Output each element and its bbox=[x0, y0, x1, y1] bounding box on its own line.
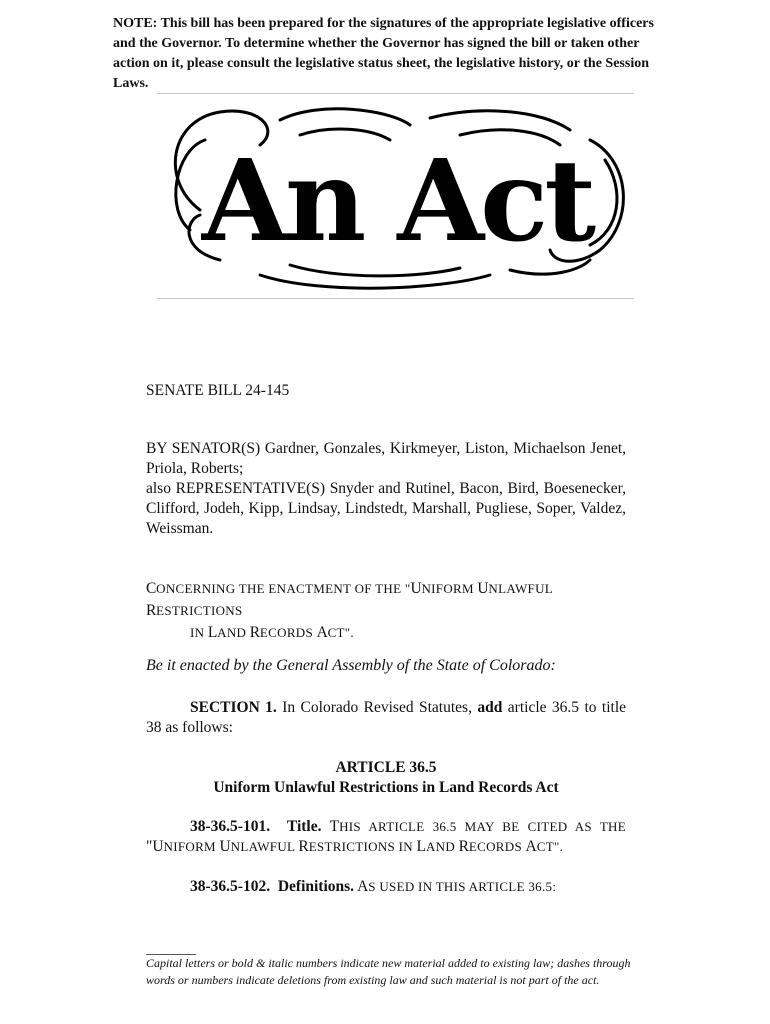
top-divider bbox=[157, 93, 634, 94]
section-102-heading: Definitions. bbox=[277, 878, 355, 895]
signature-note: NOTE: This bill has been prepared for the signatures of the appropriate legislative officers and the Governor. To determine whether the Governor has signed the bill or taken other action on it, please consult the legislative status sheet, the legislative history, or the Session Laws. bbox=[113, 16, 654, 91]
sc-text: CT". bbox=[327, 625, 354, 640]
an-act-flourish-graphic bbox=[160, 100, 635, 296]
concerning-clause bbox=[146, 578, 628, 644]
article-title: Uniform Unlawful Restrictions in Land Records Act bbox=[213, 779, 559, 796]
sc-text: AND bbox=[217, 625, 250, 640]
concerning-line-1 bbox=[146, 578, 628, 622]
sc-cap: C bbox=[146, 580, 157, 597]
sc-text: ESTRICTIONS bbox=[156, 603, 243, 618]
section-101-heading: Title. bbox=[286, 818, 322, 835]
section-1 bbox=[146, 698, 626, 738]
sc-text: ECORDS bbox=[468, 839, 526, 854]
sc-text: NLAWFUL bbox=[488, 581, 553, 596]
sc-cap: U bbox=[152, 838, 164, 855]
section-102-number: 38-36.5-102. bbox=[190, 878, 271, 895]
sc-text: S USED IN THIS ARTICLE 36.5: bbox=[368, 879, 557, 894]
section-38-36-5-101 bbox=[146, 817, 626, 857]
enacting-clause: Be it enacted by the General Assembly of the State of Colorado: bbox=[146, 657, 556, 674]
sc-text: HIS ARTICLE 36.5 MAY BE CITED AS THE bbox=[339, 819, 626, 834]
sc-cap: A bbox=[316, 624, 328, 641]
sc-cap: U bbox=[410, 580, 422, 597]
section-1-label: SECTION 1. bbox=[190, 699, 277, 716]
concerning-line-2 bbox=[146, 622, 628, 644]
section-1-add: add bbox=[477, 699, 503, 716]
sc-cap: R bbox=[458, 838, 469, 855]
sc-cap: R bbox=[249, 624, 260, 641]
sponsor-block bbox=[146, 439, 626, 539]
sc-text: ONCERNING THE ENACTMENT OF THE " bbox=[156, 581, 411, 596]
sc-text: NLAWFUL bbox=[230, 839, 299, 854]
an-act-title: An Act bbox=[201, 136, 593, 267]
sc-cap: U bbox=[219, 838, 231, 855]
sc-cap: L bbox=[207, 624, 218, 641]
sc-cap: " bbox=[146, 838, 153, 855]
sc-cap: R bbox=[298, 838, 309, 855]
sc-text: AND bbox=[425, 839, 459, 854]
section-38-36-5-102 bbox=[146, 877, 626, 897]
sc-cap: R bbox=[146, 602, 157, 619]
footnote: Capital letters or bold & italic numbers indicate new material added to existing law; dashes through words or numbers indicate deletions from existing law and such material is not part of the act. bbox=[146, 956, 631, 987]
article-heading bbox=[146, 758, 626, 798]
sc-text: ESTRICTIONS IN bbox=[308, 839, 417, 854]
bill-number: SENATE BILL 24-145 bbox=[146, 382, 290, 399]
section-1-text-b: article 36.5 to title 38 as follows: bbox=[146, 699, 627, 736]
sc-text: NIFORM bbox=[421, 581, 478, 596]
sc-cap: U bbox=[477, 580, 489, 597]
sc-cap: L bbox=[416, 838, 426, 855]
sc-cap: A bbox=[525, 838, 537, 855]
representative-sponsors: also REPRESENTATIVE(S) Snyder and Rutinel, Bacon, Bird, Boesenecker, Clifford, Jodeh, Kipp, Lindsay, Lindstedt, Marshall, Pugliese, Soper, Valdez, Weissman. bbox=[146, 480, 626, 537]
senator-sponsors: BY SENATOR(S) Gardner, Gonzales, Kirkmeyer, Liston, Michaelson Jenet, Priola, Roberts; bbox=[146, 440, 626, 477]
sc-text: NIFORM bbox=[163, 839, 220, 854]
sc-cap: A bbox=[357, 878, 369, 895]
sc-text: IN bbox=[190, 625, 208, 640]
bottom-divider bbox=[157, 298, 634, 299]
sc-text: ECORDS bbox=[259, 625, 317, 640]
section-1-text-a: In Colorado Revised Statutes, bbox=[282, 699, 472, 716]
sc-cap: T bbox=[329, 818, 340, 835]
article-number: ARTICLE 36.5 bbox=[335, 759, 437, 776]
sc-text: CT". bbox=[536, 839, 564, 854]
an-act-banner bbox=[160, 100, 635, 296]
section-101-number: 38-36.5-101. bbox=[190, 818, 271, 835]
